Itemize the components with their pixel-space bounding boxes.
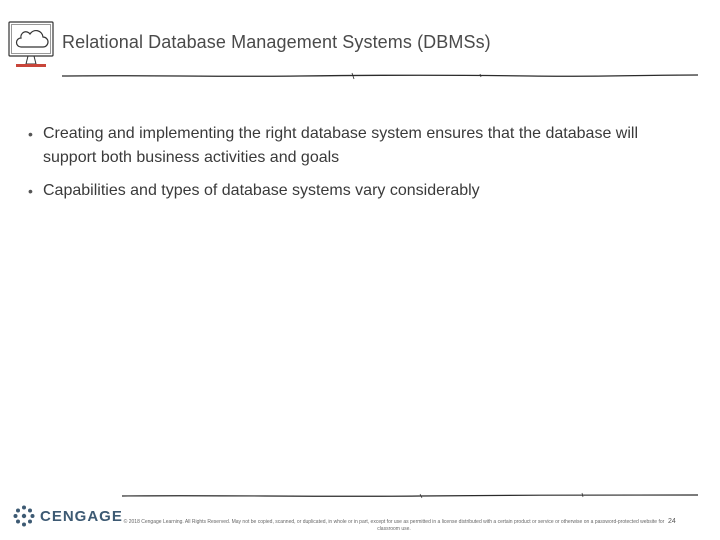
slide-title: Relational Database Management Systems (DBMSs) [62, 32, 491, 52]
bullet-item [28, 122, 688, 170]
bullet-list [28, 122, 688, 212]
monitor-cloud-icon [6, 18, 60, 72]
bullet-text: Capabilities and types of database systems vary considerably [43, 182, 480, 199]
cengage-logo-icon [12, 504, 36, 528]
bullet-icon: • [28, 183, 33, 199]
title-divider [60, 70, 700, 82]
bullet-icon: • [28, 126, 33, 142]
bullet-item [28, 179, 688, 203]
page-number: 24 [668, 518, 676, 525]
footer-divider [120, 488, 700, 502]
copyright-notice: © 2018 Cengage Learning. All Rights Reserved. May not be copied, scanned, or duplicated, in whole or in part, except for use as permitted in a license distributed with a certain product or service or otherwise on a password-protected website for classroom use. [123, 519, 665, 532]
brand-name: CENGAGE [40, 507, 123, 525]
bullet-text: Creating and implementing the right database system ensures that the database will support both business activities and goals [43, 125, 639, 166]
cengage-brand [12, 500, 123, 532]
